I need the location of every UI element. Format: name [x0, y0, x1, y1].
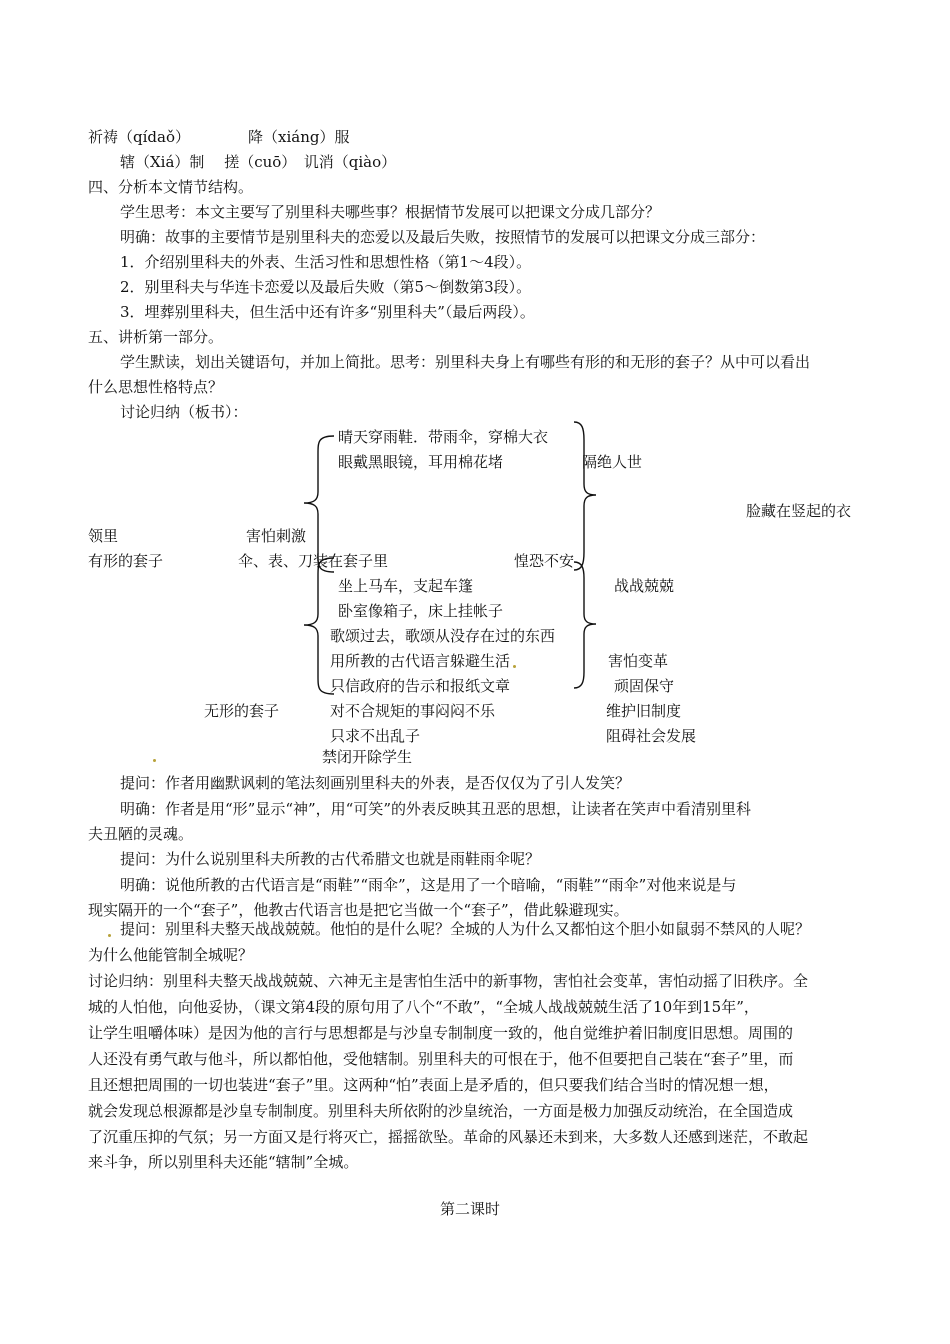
diagram-item-praise-past: 歌颂过去，歌颂从没存在过的东西	[330, 627, 556, 645]
lesson-heading: 第二课时	[440, 1200, 501, 1218]
summary-line: 来斗争，所以别里科夫还能“辖制”全城。	[88, 1153, 359, 1171]
diagram-item-bedroom: 卧室像箱子，床上挂帐子	[338, 602, 504, 620]
diagram-label-tangible-case: 有形的套子	[88, 552, 164, 570]
diagram-trait-isolated: 隔绝人世	[582, 453, 643, 471]
diagram-item-face-hidden-cont: 领里	[88, 527, 119, 545]
diagram-trait-conservative: 顽固保守	[614, 677, 675, 695]
section-4-question: 学生思考：本文主要写了别里科夫哪些事？根据情节发展可以把课文分成几部分？	[120, 203, 661, 221]
summary-line: 讨论归纳：别里科夫整天战战兢兢、六神无主是害怕生活中的新事物，害怕社会变革，害怕动摇了旧秩序。全	[88, 972, 809, 990]
diagram-item-official-notices: 只信政府的告示和报纸文章	[330, 677, 511, 695]
upper-right-brace	[570, 420, 600, 572]
diagram-trait-maintain-old: 维护旧制度	[606, 702, 682, 720]
answer-2-line-2: 现实隔开的一个“套子”，他教古代语言也是把它当做一个“套子”，借此躲避现实。	[88, 901, 629, 919]
section-4-item-2: 2．别里科夫与华连卡恋爱以及最后失败（第5～倒数第3段）。	[120, 278, 532, 296]
scan-dot	[153, 759, 156, 762]
diagram-trait-fear-change: 害怕变革	[608, 652, 669, 670]
scan-dot	[108, 934, 111, 937]
summary-line: 城的人怕他，向他妥协，（课文第4段的原句用了八个“不敢”，“全城人战战兢兢生活了10年到15年”，	[88, 998, 759, 1016]
diagram-item-ancient-language: 用所教的古代语言躲避生活	[330, 652, 511, 670]
diagram-label-intangible-case: 无形的套子	[204, 702, 280, 720]
section-4-item-3: 3．埋葬别里科夫，但生活中还有许多“别里科夫”（最后两段）。	[120, 303, 535, 321]
section-5-heading: 五、讲析第一部分。	[88, 328, 224, 346]
question-1: 提问：作者用幽默讽刺的笔法刻画别里科夫的外表，是否仅仅为了引人发笑？	[120, 774, 631, 792]
section-5-paragraph-line-2: 什么思想性格特点？	[88, 378, 224, 396]
summary-line: 让学生咀嚼体味）是因为他的言行与思想都是与沙皇专制制度一致的，他自觉维护着旧制度旧思想。周围的	[88, 1024, 794, 1042]
diagram-trait-trembling: 战战兢兢	[614, 577, 675, 595]
board-label: 讨论归纳（板书）：	[120, 403, 248, 421]
diagram-item-umbrella-watch-knife: 伞、表、刀装在套子里	[238, 552, 389, 570]
summary-line: 人还没有勇气敢与他斗，所以都怕他，受他辖制。别里科夫的可恨在于，他不但要把自己装在“套子”里，而	[88, 1050, 794, 1068]
summary-line: 了沉重压抑的气氛；另一方面又是行将灭亡，摇摇欲坠。革命的风暴还未到来，大多数人还感到迷茫，不敢起	[88, 1128, 809, 1146]
diagram-item-glasses: 眼戴黑眼镜，耳用棉花堵	[338, 453, 504, 471]
section-4-heading: 四、分析本文情节结构。	[88, 178, 254, 196]
diagram-trait-hinder-progress: 阻碍社会发展	[606, 727, 697, 745]
lower-right-brace	[570, 560, 600, 690]
diagram-item-unhappy-rules: 对不合规矩的事闷闷不乐	[330, 702, 496, 720]
summary-line: 且还想把周围的一切也装进“套子”里。这两种“怕”表面上是矛盾的，但只要我们结合当时的情况想一想，	[88, 1076, 779, 1094]
diagram-item-carriage: 坐上马车，支起车篷	[338, 577, 474, 595]
scan-dot	[513, 665, 516, 668]
summary-line: 就会发现总根源都是沙皇专制制度。别里科夫所依附的沙皇统治，一方面是极力加强反动统治，在全国造成	[88, 1102, 794, 1120]
pinyin-note-1: 祈祷（qídaǒ）	[88, 128, 190, 146]
question-2: 提问：为什么说别里科夫所教的古代希腊文也就是雨鞋雨伞呢？	[120, 850, 541, 868]
question-3-line-1: 提问：别里科夫整天战战兢兢。他怕的是什么呢？全城的人为什么又都怕这个胆小如鼠弱不禁风的人呢？	[120, 920, 811, 938]
answer-1-line-2: 夫丑陋的灵魂。	[88, 825, 194, 843]
diagram-trait-anxious: 惶恐不安	[514, 552, 575, 570]
question-3-line-2: 为什么他能管制全城呢？	[88, 946, 254, 964]
diagram-trait-fear-stimulus: 害怕刺激	[246, 527, 307, 545]
pinyin-note-2: 降（xiáng）服	[248, 128, 350, 146]
section-4-answer: 明确：故事的主要情节是别里科夫的恋爱以及最后失败，按照情节的发展可以把课文分成三部分：	[120, 228, 766, 246]
diagram-item-expel-students: 禁闭开除学生	[322, 748, 413, 766]
pinyin-note-3: 辖（Xiá）制 搓（cuō） 讥消（qiào）	[120, 153, 397, 171]
section-5-paragraph-line-1: 学生默读，划出关键语句，并加上简批。思考：别里科夫身上有哪些有形的和无形的套子？从中可以看出	[120, 353, 811, 371]
answer-2-line-1: 明确：说他所教的古代语言是“雨鞋”“雨伞”，这是用了一个暗喻，“雨鞋”“雨伞”对他来说是与	[120, 876, 737, 894]
diagram-item-rain-gear: 晴天穿雨鞋．带雨伞，穿棉大衣	[338, 428, 549, 446]
section-4-item-1: 1．介绍别里科夫的外表、生活习性和思想性格（第1～4段）。	[120, 253, 532, 271]
diagram-item-face-hidden: 脸藏在竖起的衣	[746, 502, 852, 520]
answer-1-line-1: 明确：作者是用“形”显示“神”，用“可笑”的外表反映其丑恶的思想，让读者在笑声中看清别里科	[120, 800, 752, 818]
diagram-item-no-trouble: 只求不出乱子	[330, 727, 421, 745]
